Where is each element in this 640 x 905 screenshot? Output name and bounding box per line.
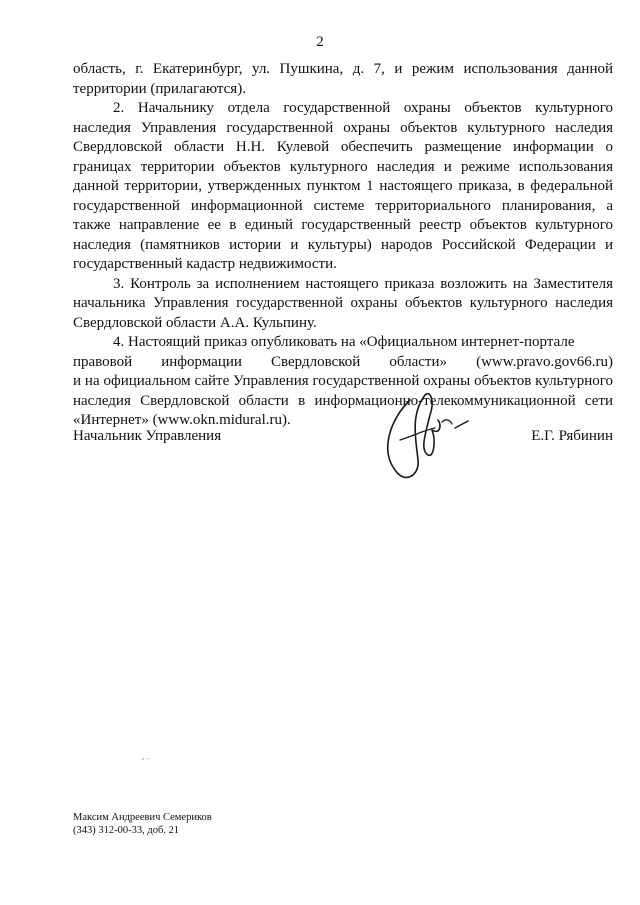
- word: информации: [161, 353, 242, 370]
- scan-speck: [140, 756, 152, 762]
- executor-phone: (343) 312-00-33, доб. 21: [73, 825, 180, 836]
- paragraph-item-4-rest: и на официальном сайте Управления государственной охраны объектов культурного наследия Свердловской области в информационно-телекоммуникационной сети «Интернет» (www.okn.midural.ru).: [73, 373, 613, 428]
- paragraph-item-4-line-1: 4. Настоящий приказ опубликовать на «Официальном интернет-портале: [113, 334, 575, 350]
- page-number: 2: [316, 34, 324, 50]
- word: Свердловской: [271, 353, 361, 370]
- word: области»: [389, 353, 448, 370]
- document-body: [73, 60, 613, 431]
- paragraph-item-2: 2. Начальнику отдела государственной охраны объектов культурного наследия Управления государственной охраны объектов культурного наследия Свердловской области Н.Н. Кулевой обеспечить размещение информации о границах территории объектов культурного наследия и режиме использования данной территории, утвержденных пунктом 1 настоящего приказа, в федеральной государственной информационной системе территориального планирования, а также направление ее в единый государственный реестр объектов культурного наследия (памятников истории и культуры) народов Российской Федерации и государственный кадастр недвижимости.: [73, 100, 613, 272]
- word: правовой: [73, 353, 133, 370]
- executor-contact: [73, 811, 212, 837]
- executor-name: Максим Андреевич Семериков: [73, 812, 212, 823]
- signatory-name: Е.Г. Рябинин: [531, 428, 613, 444]
- paragraph-item-3: 3. Контроль за исполнением настоящего приказа возложить на Заместителя начальника Управления государственной охраны объектов культурного наследия Свердловской области А.А. Кульпину.: [73, 275, 613, 331]
- paragraph-intro: область, г. Екатеринбург, ул. Пушкина, д. 7, и режим использования данной территории (прилагаются).: [73, 61, 613, 97]
- paragraph-item-4-line-2: [73, 353, 613, 373]
- signatory-position: Начальник Управления: [73, 428, 222, 444]
- pravo-url: (www.pravo.gov66.ru): [476, 353, 613, 370]
- signature-block: [73, 428, 613, 445]
